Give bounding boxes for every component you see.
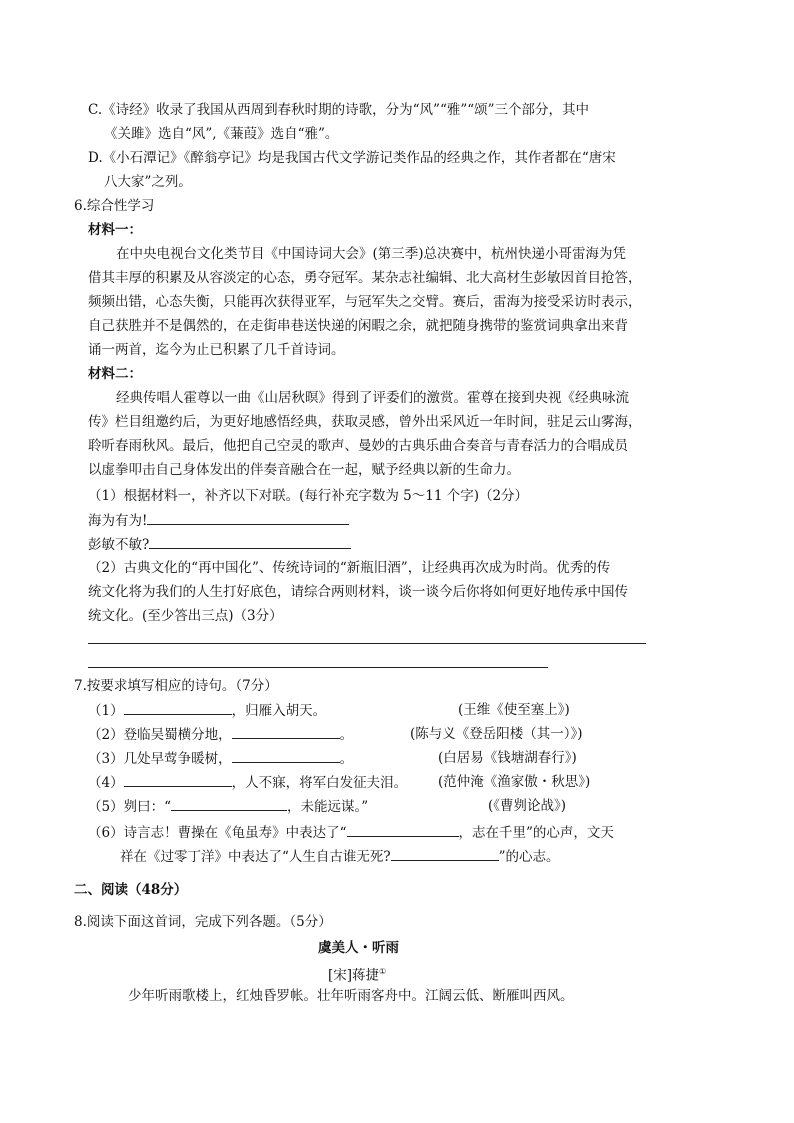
q6-sub1-prompt: （1）根据材料一，补齐以下对联。(每行补充字数为 5～11 个字)（2分） — [88, 488, 529, 504]
material-1-line: 自己获胜并不是偶然的，在走街串巷送快递的闲暇之余，就把随身携带的鉴赏词典拿出来背 — [88, 318, 628, 334]
q7-item-6-line2 — [120, 846, 560, 867]
poem-line: 少年听雨歌楼上，红烛昏罗帐。壮年听雨客舟中。江阔云低、断雁叫西风。 — [128, 988, 574, 1004]
item-number: （3） — [88, 751, 124, 767]
poem-blank[interactable] — [232, 748, 340, 763]
q6-sub2-line: 统文化将为我们的人生打好底色，请综合两则材料，谈一谈今后你将如何更好地传承中国传 — [88, 584, 628, 600]
poem-blank[interactable] — [347, 822, 459, 837]
q7-item-5 — [88, 796, 368, 817]
q6-sub2-line: 统文化。(至少答出三点)（3分） — [88, 608, 283, 624]
q7-item-3 — [88, 748, 353, 769]
item-text: 祥在《过零丁洋》中表达了“人生自古谁无死? — [120, 849, 391, 865]
author-name: [宋]蒋捷 — [328, 967, 380, 984]
item-text: 。 — [339, 751, 354, 767]
option-d-line2: 八大家”之列。 — [104, 174, 192, 190]
option-d-line1: D.《小石潭记》《醉翁亭记》均是我国古代文学游记类作品的经典之作，其作者都在“唐宋 — [88, 150, 616, 166]
poem-source: (白居易《钱塘湖春行》) — [438, 750, 577, 766]
option-c-line2: 《关雎》选自“风”,《蒹葭》选自“雅”。 — [104, 126, 339, 142]
footnote-mark: ① — [379, 967, 387, 976]
poem-blank[interactable] — [124, 772, 232, 787]
material-1-line: 诵一两首，迄今为止已积累了几千首诗词。 — [88, 342, 345, 358]
poem-source: (范仲淹《渔家傲・秋思》) — [438, 774, 591, 790]
item-text: 。 — [339, 727, 354, 743]
q7-item-2 — [88, 724, 353, 745]
poem-blank[interactable] — [124, 700, 232, 715]
poem-blank[interactable] — [391, 846, 499, 861]
poem-author — [328, 962, 386, 986]
poem-source: (陈与义《登岳阳楼（其一）》) — [410, 726, 583, 742]
item-text: ，归雁入胡天。 — [231, 703, 327, 719]
answer-line[interactable] — [88, 643, 646, 644]
couplet-2-text: 彭敏不敏? — [88, 537, 150, 553]
item-text: 几处早莺争暖树， — [123, 751, 232, 767]
material-2-title: 材料二： — [88, 366, 142, 382]
q7-item-4 — [88, 772, 407, 793]
poem-title: 虞美人・听雨 — [318, 940, 399, 956]
material-1-line: 频频出错，心态失衡，只能再次获得亚军，与冠军失之交臂。赛后，雷海为接受采访时表示， — [88, 294, 642, 310]
q7-item-1 — [88, 700, 326, 721]
couplet-2-blank[interactable] — [149, 534, 351, 549]
material-2-line: 经典传唱人霍尊以一曲《山居秋暝》得到了评委们的激赏。霍尊在接到央视《经典咏流 — [116, 390, 629, 406]
item-text: ，未能远谋。” — [287, 799, 369, 815]
item-text: 刿曰：“ — [123, 799, 171, 815]
option-c-line1: C.《诗经》收录了我国从西周到春秋时期的诗歌，分为“风”“雅”“颂”三个部分，其中 — [88, 102, 590, 118]
q6-heading: 6.综合性学习 — [74, 198, 155, 214]
material-2-line: 以虚拳叩击自己身体发出的伴奏音融合在一起，赋予经典以新的生命力。 — [88, 462, 520, 478]
q7-item-6-line1 — [88, 822, 614, 843]
couplet-line-1 — [88, 510, 349, 531]
item-number: （1） — [88, 703, 124, 719]
item-text: ，人不寐，将军白发征夫泪。 — [231, 775, 408, 791]
poem-blank[interactable] — [232, 724, 340, 739]
q7-heading: 7.按要求填写相应的诗句。（7分） — [74, 678, 278, 694]
poem-source: (《曹刿论战》) — [488, 798, 567, 814]
material-2-line: 聆听春雨秋风。最后，他把自己空灵的歌声、曼妙的古典乐曲合奏音与青春活力的合唱成员 — [88, 438, 628, 454]
material-1-title: 材料一： — [88, 222, 142, 238]
couplet-1-blank[interactable] — [147, 510, 349, 525]
poem-source: (王维《使至塞上》) — [458, 702, 570, 718]
item-number: （5） — [88, 799, 124, 815]
poem-blank[interactable] — [171, 796, 287, 811]
q8-heading: 8.阅读下面这首词，完成下列各题。（5分） — [74, 914, 332, 930]
item-text: （6）诗言志！曹操在《龟虽寿》中表达了“ — [88, 825, 347, 841]
material-2-line: 传》栏目组邀约后，为更好地感悟经典，获取灵感，曾外出采风近一年时间，驻足云山雾海， — [88, 414, 642, 430]
item-text: 登临吴蜀横分地， — [123, 727, 232, 743]
material-1-line: 借其丰厚的积累及从容淡定的心态，勇夺冠军。某杂志社编辑、北大高材生彭敏因首目抢答， — [88, 270, 642, 286]
item-text: ，志在千里”的心声，文天 — [458, 825, 614, 841]
answer-line[interactable] — [88, 667, 548, 668]
material-1-line: 在中央电视台文化类节目《中国诗词大会》(第三季)总决赛中，杭州快递小哥雷海为凭 — [116, 246, 627, 262]
couplet-1-text: 海为有为! — [88, 513, 148, 529]
item-number: （2） — [88, 727, 124, 743]
item-number: （4） — [88, 775, 124, 791]
item-text: ”的心志。 — [498, 849, 560, 865]
q6-sub2-line: （2）古典文化的“再中国化”、传统诗词的“新瓶旧酒”，让经典再次成为时尚。优秀的传 — [88, 560, 611, 576]
couplet-line-2 — [88, 534, 351, 555]
section-2-heading: 二、阅读（48分） — [74, 882, 188, 898]
